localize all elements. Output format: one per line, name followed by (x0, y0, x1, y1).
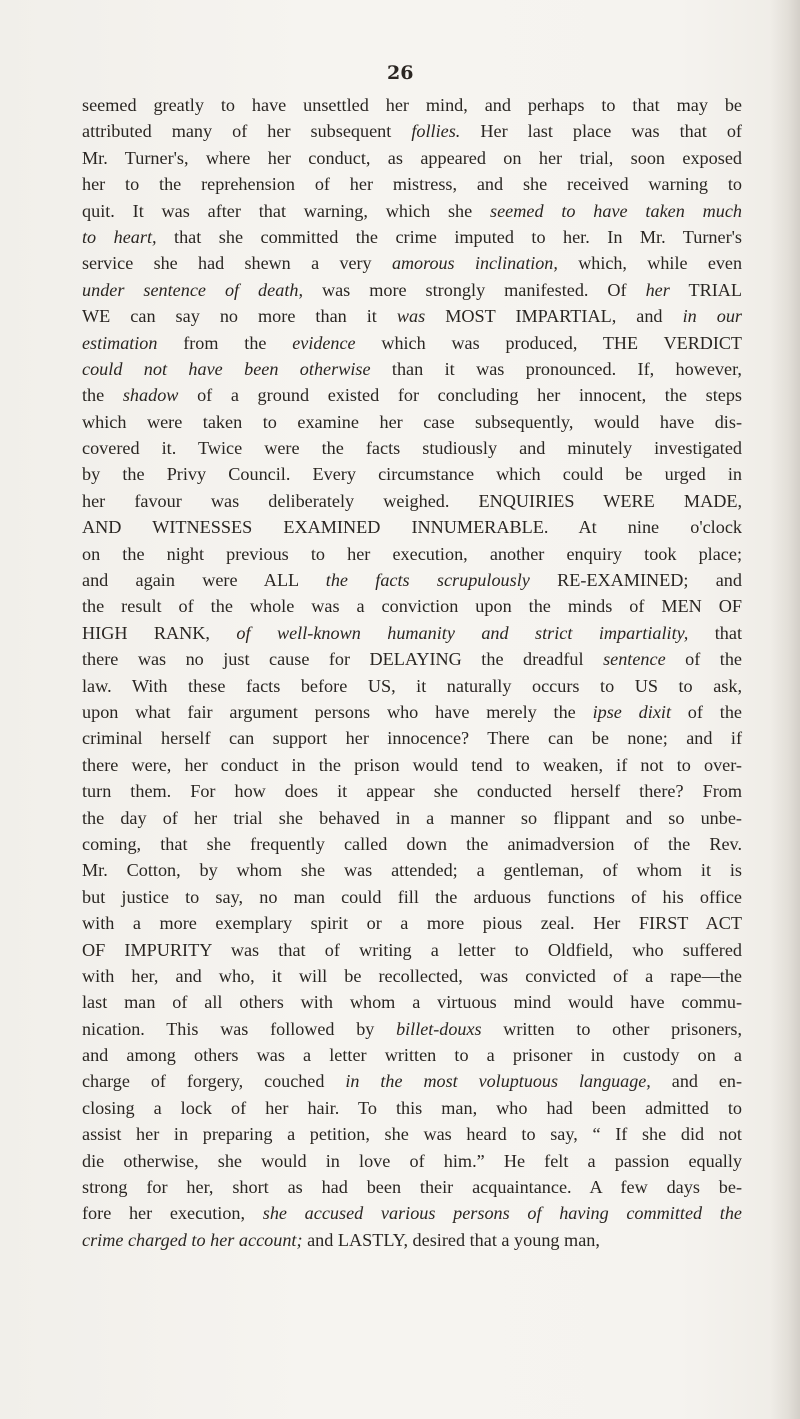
text-segment: her favour was deliberately weighed. ENQUIRIES WERE MADE, (82, 490, 742, 511)
italic-text: billet-douxs (396, 1018, 482, 1039)
text-segment: Mr. Turner's, where her conduct, as appeared on her trial, soon exposed (82, 147, 742, 168)
text-segment: which was produced, THE VERDICT (355, 332, 742, 353)
text-segment: charge of forgery, couched (82, 1071, 346, 1092)
text-line (82, 356, 742, 382)
text-line (82, 171, 742, 197)
text-segment: strong for her, short as had been their acquaintance. A few days be- (82, 1177, 742, 1198)
text-segment: law. With these facts before US, it naturally occurs to US to ask, (82, 675, 742, 696)
text-segment: WE can say no more than it (82, 306, 397, 327)
text-segment: closing a lock of her hair. To this man, who had been admitted to (82, 1097, 742, 1118)
text-line (82, 963, 742, 989)
text-segment: criminal herself can support her innocence? There can be none; and if (82, 728, 742, 749)
page-fold-shadow (770, 0, 800, 1419)
text-segment: coming, that she frequently called down the animadversion of the Rev. (82, 833, 742, 854)
text-segment: MOST IMPARTIAL, and (425, 306, 683, 327)
italic-text: follies. (411, 121, 461, 142)
text-segment: with a more exemplary spirit or a more pious zeal. Her FIRST ACT (82, 913, 742, 934)
text-segment: quit. It was after that warning, which she (82, 200, 491, 221)
italic-text: sentence (603, 649, 666, 670)
text-line (82, 752, 742, 778)
text-segment: the day of her trial she behaved in a manner so flippant and so unbe- (82, 807, 742, 828)
text-line (82, 857, 742, 883)
text-line (82, 250, 742, 276)
text-line (82, 461, 742, 487)
text-segment: her to the reprehension of her mistress, and she received warning to (82, 174, 742, 195)
text-line (82, 92, 742, 118)
italic-text: she accused various persons of having committed the (262, 1203, 742, 1224)
text-segment: on the night previous to her execution, another enquiry took place; (82, 543, 742, 564)
italic-text: in our (682, 306, 742, 327)
text-line (82, 989, 742, 1015)
italic-text: her (645, 279, 670, 300)
text-segment: TRIAL (669, 279, 742, 300)
text-line (82, 303, 742, 329)
text-segment: Her last place was that of (460, 121, 742, 142)
text-segment: and en- (650, 1071, 742, 1092)
text-segment: by the Privy Council. Every circumstance which could be urged in (82, 464, 742, 485)
text-segment: from the (157, 332, 293, 353)
text-segment: and LASTLY, desired that a young man, (302, 1229, 600, 1250)
text-line (82, 1174, 742, 1200)
italic-text: to heart, (82, 226, 157, 247)
text-line (82, 593, 742, 619)
text-line (82, 1121, 742, 1147)
text-segment: covered it. Twice were the facts studiously and minutely investigated (82, 438, 742, 459)
text-segment: was more strongly manifested. Of (303, 279, 646, 300)
body-text (82, 92, 742, 1253)
text-line (82, 118, 742, 144)
text-line (82, 1227, 742, 1253)
text-segment: but justice to say, no man could fill the arduous functions of his office (82, 886, 742, 907)
text-line (82, 567, 742, 593)
text-line (82, 1148, 742, 1174)
text-segment: and again were ALL (82, 570, 326, 591)
italic-text: was (396, 306, 426, 327)
text-line (82, 778, 742, 804)
text-line (82, 382, 742, 408)
text-segment: die otherwise, she would in love of him.” He felt a passion equally (82, 1150, 742, 1171)
text-segment: attributed many of her subsequent (82, 121, 412, 142)
italic-text: of well-known humanity and strict impartiality, (236, 622, 689, 643)
text-line (82, 409, 742, 435)
text-segment: Mr. Cotton, by whom she was attended; a gentleman, of whom it is (82, 860, 742, 881)
italic-text: could not have been otherwise (82, 358, 371, 379)
italic-text: evidence (292, 332, 356, 353)
text-segment: of the (665, 649, 742, 670)
text-line (82, 1042, 742, 1068)
text-segment: of the (671, 701, 742, 722)
text-segment: last man of all others with whom a virtuous mind would have commu- (82, 992, 742, 1013)
text-line (82, 699, 742, 725)
italic-text: amorous inclination, (391, 253, 558, 274)
text-segment: turn them. For how does it appear she conducted herself there? From (82, 781, 742, 802)
text-line (82, 910, 742, 936)
text-line (82, 224, 742, 250)
text-line (82, 831, 742, 857)
text-line (82, 620, 742, 646)
text-line (82, 514, 742, 540)
italic-text: shadow (122, 385, 179, 406)
text-line (82, 277, 742, 303)
text-line (82, 805, 742, 831)
text-line (82, 145, 742, 171)
text-segment: which, while even (557, 253, 742, 274)
text-line (82, 1016, 742, 1042)
text-segment: there were, her conduct in the prison would tend to weaken, if not to over- (82, 754, 742, 775)
text-segment: and among others was a letter written to a prisoner in custody on a (82, 1045, 742, 1066)
text-line (82, 1095, 742, 1121)
italic-text: seemed to have taken much (490, 200, 742, 221)
text-segment: with her, and who, it will be recollected, was convicted of a rape—the (82, 965, 742, 986)
text-segment: AND WITNESSES EXAMINED INNUMERABLE. At nine o'clock (82, 517, 742, 538)
italic-text: in the most voluptuous language, (345, 1071, 651, 1092)
text-segment: the result of the whole was a conviction upon the minds of MEN OF (82, 596, 742, 617)
text-line (82, 937, 742, 963)
text-line (82, 198, 742, 224)
text-line (82, 488, 742, 514)
text-segment: fore her execution, (82, 1203, 263, 1224)
italic-text: under sentence of death, (82, 279, 304, 300)
text-line (82, 541, 742, 567)
text-segment: that she committed the crime imputed to her. In Mr. Turner's (156, 226, 742, 247)
text-segment: than it was pronounced. If, however, (370, 358, 742, 379)
text-segment: upon what fair argument persons who have merely the (82, 701, 593, 722)
text-segment: service she had shewn a very (82, 253, 392, 274)
text-line (82, 435, 742, 461)
text-segment: of a ground existed for concluding her innocent, the steps (178, 385, 742, 406)
italic-text: ipse dixit (592, 701, 671, 722)
text-segment: that (688, 622, 742, 643)
page-number: 26 (387, 62, 414, 84)
text-segment: which were taken to examine her case subsequently, would have dis- (82, 411, 742, 432)
text-segment: assist her in preparing a petition, she was heard to say, “ If she did not (82, 1124, 742, 1145)
italic-text: estimation (82, 332, 158, 353)
text-line (82, 330, 742, 356)
text-segment: there was no just cause for DELAYING the dreadful (82, 649, 604, 670)
italic-text: the facts scrupulously (325, 570, 530, 591)
italic-text: crime charged to her account; (82, 1229, 303, 1250)
text-segment: OF IMPURITY was that of writing a letter to Oldfield, who suffered (82, 939, 742, 960)
text-segment: written to other prisoners, (481, 1018, 742, 1039)
text-segment: RE-EXAMINED; and (529, 570, 742, 591)
text-segment: the (82, 385, 123, 406)
text-line (82, 1068, 742, 1094)
text-line (82, 1200, 742, 1226)
text-segment: HIGH RANK, (82, 622, 237, 643)
text-line (82, 725, 742, 751)
text-segment: nication. This was followed by (82, 1018, 397, 1039)
text-line (82, 884, 742, 910)
text-line (82, 646, 742, 672)
text-segment: seemed greatly to have unsettled her mind, and perhaps to that may be (82, 95, 742, 115)
text-line (82, 673, 742, 699)
